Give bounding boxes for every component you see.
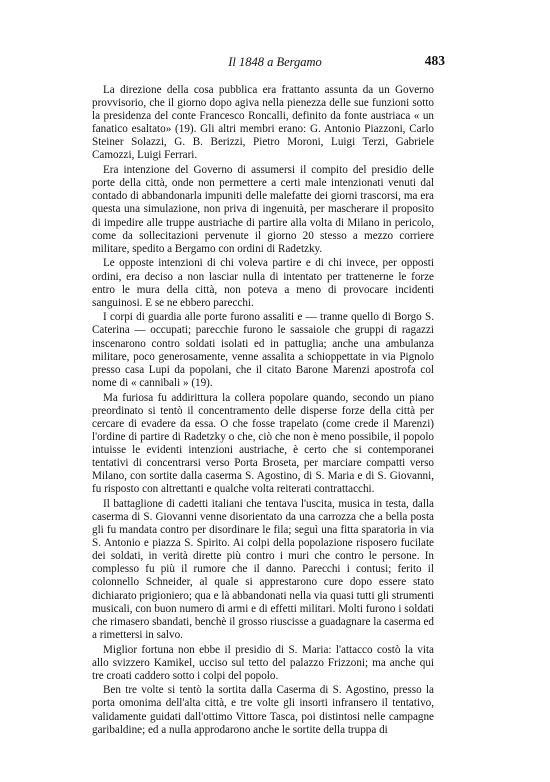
paragraph: Le opposte intenzioni di chi voleva partire e di chi invece, per opposti ordini, era deciso a non lasciar nulla di intentato per trattenerne le forze entro le mura della città, non poteva a meno di provocare incidenti sanguinosi. E se ne ebbero parecchi. xyxy=(92,257,434,309)
paragraph: La direzione della cosa pubblica era frattanto assunta da un Governo provvisorio, che il giorno dopo agiva nella pienezza delle sue funzioni sotto la presidenza del conte Francesco Roncalli, definito da fonte austriaca « un fanatico esaltato» (19). Gli altri membri erano: G. Antonio Piazzoni, Carlo Steiner Solazzi, G. B. Berizzi, Pietro Moroni, Luigi Terzi, Gabriele Camozzi, Luigi Ferrari. xyxy=(92,84,434,162)
running-title: Il 1848 a Bergamo xyxy=(228,55,322,69)
paragraph: Ma furiosa fu addirittura la collera popolare quando, secondo un piano preordinato si tentò il concentramento delle disperse forze della città per cercare di evadere da essa. O che fosse trapelato (come crede il Marenzi) l'ordine di partire di Radetzky o che, ciò che non è meno possibile, il popolo intuisse le evidenti intenzioni austriache, è certo che si contemporanei tentativi di concentrarsi verso Porta Broseta, per marciare compatti verso Milano, con sortite dalla caserma S. Agostino, di S. Maria e di S. Giovanni, fu risposto con altrettanti e qualche volta reiterati contrattacchi. xyxy=(92,391,434,496)
running-header xyxy=(0,50,550,70)
paragraph: Il battaglione di cadetti italiani che tentava l'uscita, musica in testa, dalla caserma di S. Giovanni venne disorientato da una carrozza che a bella posta gli fu mandata contro per disordinare le fila; seguì una fitta sparatoria in via S. Antonio e piazza S. Spirito. Ai colpi della popolazione risposero fucilate dei soldati, in verità dirette più contro i muri che contro le persone. In complesso fu più il rumore che il danno. Parecchi i contusi; ferito il colonnello Schneider, al quale si apprestarono cure dopo essere stato dichiarato prigioniero; qua e là abbandonati nella via quasi tutti gli strumenti musicali, con buon numero di armi e di effetti militari. Molti furono i soldati che rimasero sbandati, benchè il grosso riuscisse a guadagnare la caserma ed a rimettersi in salvo. xyxy=(92,497,434,641)
paragraph: Era intenzione del Governo di assumersi il compito del presidio delle porte della città, onde non permettere a certi male intenzionati venuti dal contado di abbandonarla impuniti delle malefatte dei giorni trascorsi, ma era questa una simulazione, non priva di ingenuità, per mascherare il proposito di impedire alle truppe austriache di partire alla volta di Milano in pericolo, come da sollecitazioni pervenute il giorno 20 stesso a mezzo corriere militare, spedito a Bergamo con ordini di Radetzky. xyxy=(92,164,434,255)
page-number: 483 xyxy=(424,53,445,68)
paragraph: Miglior fortuna non ebbe il presidio di S. Maria: l'attacco costò la vita allo svizzero Kamikel, ucciso sul tetto del palazzo Frizzoni; ma anche qui tre croati caddero sotto i colpi del popolo. xyxy=(92,643,434,682)
body-text xyxy=(92,84,434,738)
paragraph: I corpi di guardia alle porte furono assaliti e — tranne quello di Borgo S. Caterina — occupati; parecchie furono le sassaiole che gruppi di ragazzi inscenarono contro soldati isolati ed in pattuglia; anche una ambulanza militare, poco generosamente, venne assalita a schioppettate in via Pignolo presso casa Lupi da popolani, che il citato Barone Marenzi apostrofa col nome di « cannibali » (19). xyxy=(92,311,434,389)
paragraph: Ben tre volte si tentò la sortita dalla Caserma di S. Agostino, presso la porta omonima dell'alta città, e tre volte gli insorti infransero il tentativo, validamente guidati dall'ottimo Vittore Tasca, poi distintosi nelle campagne garibaldine; ed a nulla approdarono anche le sortite della truppa di xyxy=(92,684,434,736)
